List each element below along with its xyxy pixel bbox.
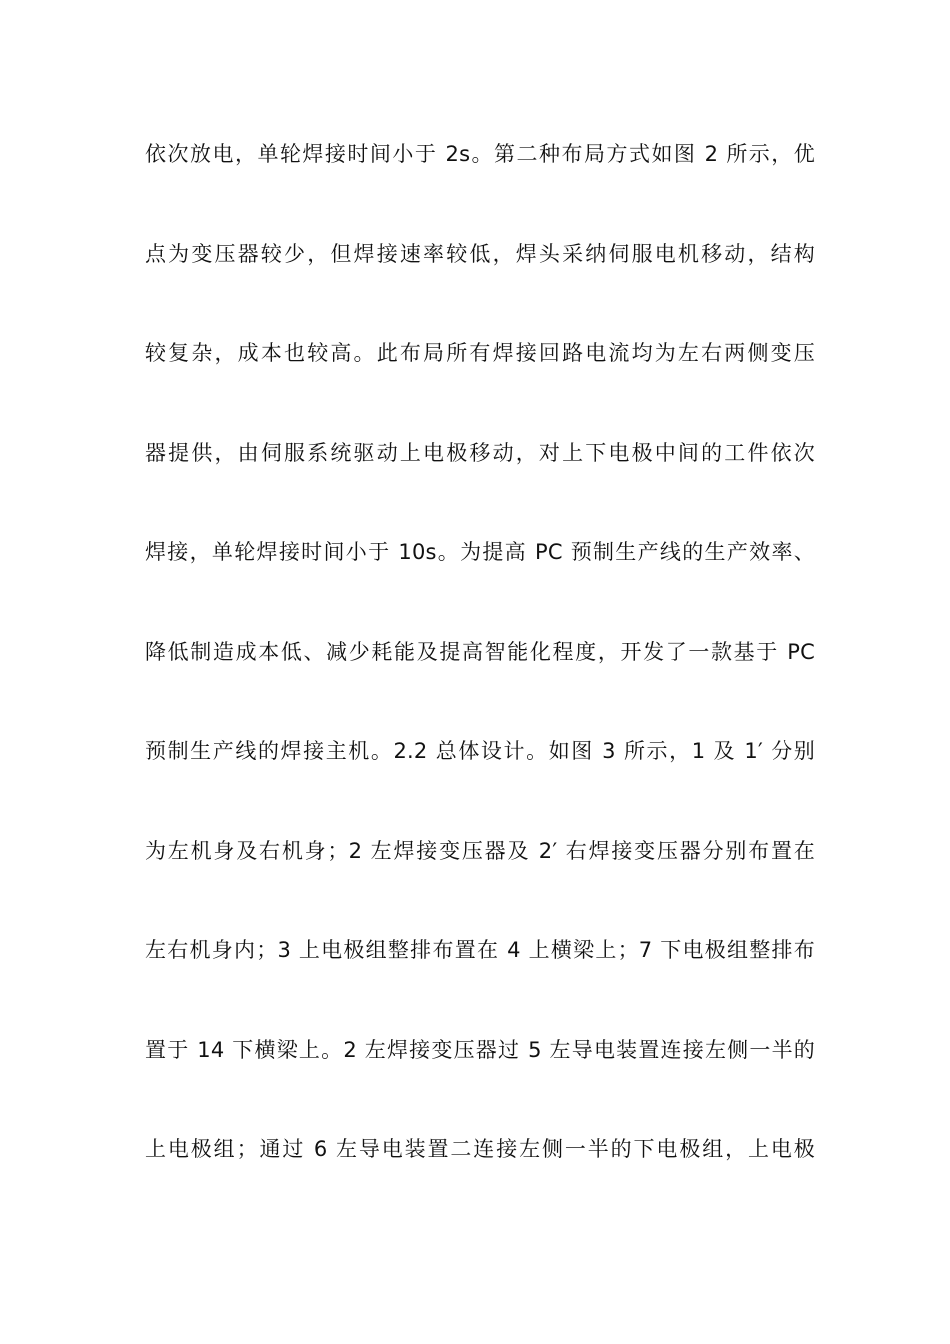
text-line-7: 预制生产线的焊接主机。2.2 总体设计。如图 3 所示，1 及 1′ 分别 — [145, 739, 815, 763]
text-line-6: 降低制造成本低、减少耗能及提高智能化程度，开发了一款基于 PC — [145, 639, 815, 664]
text-line-4: 器提供，由伺服系统驱动上电极移动，对上下电极中间的工件依次 — [145, 440, 815, 465]
text-line-3: 较复杂，成本也较高。此布局所有焊接回路电流均为左右两侧变压 — [145, 341, 815, 365]
text-line-1: 依次放电，单轮焊接时间小于 2s。第二种布局方式如图 2 所示，优 — [145, 142, 815, 166]
text-line-9: 左右机身内；3 上电极组整排布置在 4 上横梁上；7 下电极组整排布 — [145, 938, 815, 962]
text-line-10: 置于 14 下横梁上。2 左焊接变压器过 5 左导电装置连接左侧一半的 — [145, 1037, 815, 1062]
body-text — [145, 130, 815, 1225]
text-line-8: 为左机身及右机身；2 左焊接变压器及 2′ 右焊接变压器分别布置在 — [145, 838, 815, 863]
text-line-5: 焊接，单轮焊接时间小于 10s。为提高 PC 预制生产线的生产效率、 — [145, 540, 815, 564]
text-line-11: 上电极组；通过 6 左导电装置二连接左侧一半的下电极组，上电极 — [145, 1137, 815, 1161]
text-line-2: 点为变压器较少，但焊接速率较低，焊头采纳伺服电机移动，结构 — [145, 241, 815, 266]
